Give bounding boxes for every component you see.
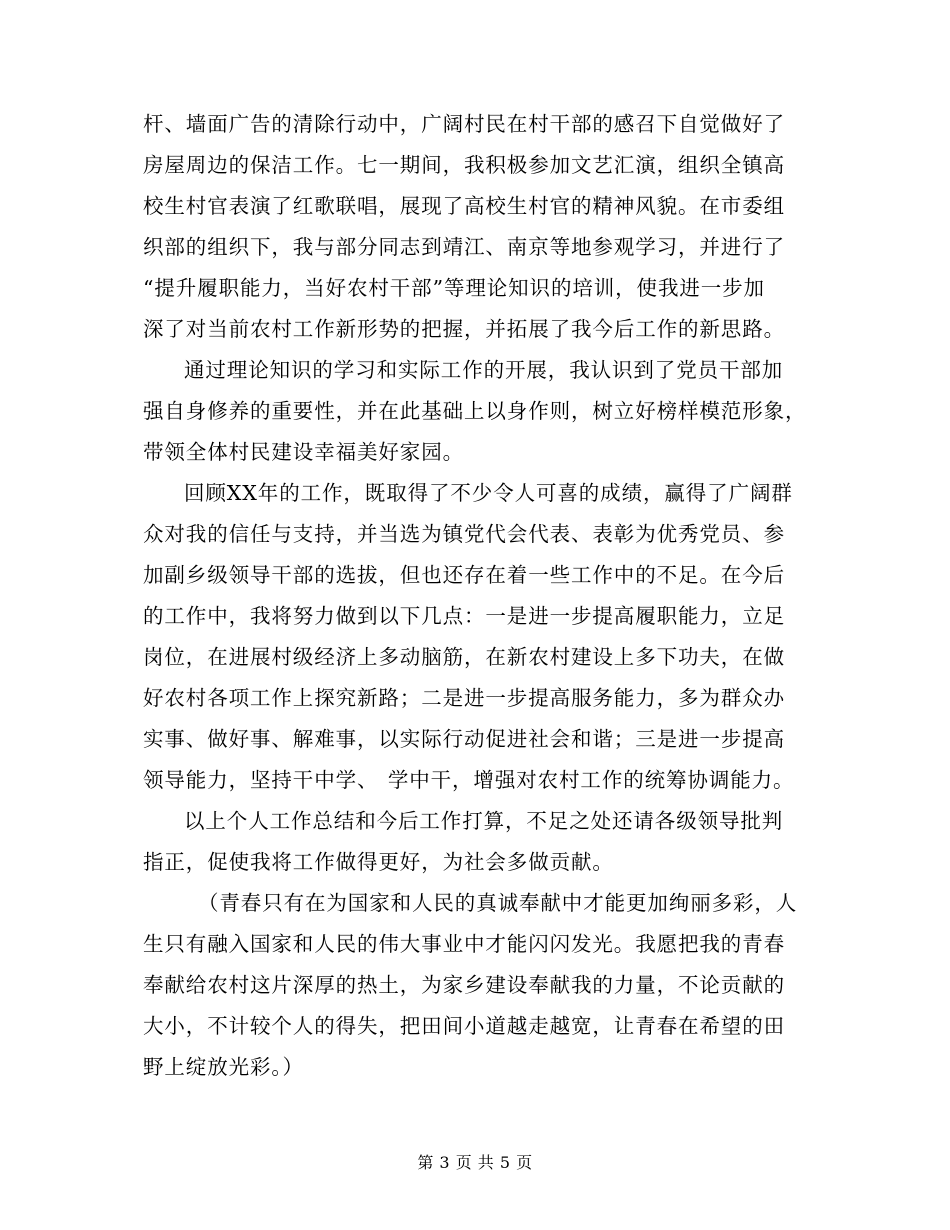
paragraph [143,801,803,883]
paragraph [143,473,803,801]
text-line: 加副乡级领导干部的选拔，但也还存在着一些工作中的不足。在今后 [143,563,785,587]
paragraph [143,883,803,1088]
text-line: 指正，促使我将工作做得更好，为社会多做贡献。 [143,850,614,874]
text-line: “提升履职能力，当好农村干部”等理论知识的培训，使我进一步加 [143,276,765,300]
text-line: 织部的组织下，我与部分同志到靖江、南京等地参观学习，并进行了 [143,235,785,259]
text-line: 领导能力，坚持干中学、 学中干，增强对农村工作的统筹协调能力。 [143,768,795,792]
text-line: 回顾XX年的工作，既取得了不少令人可喜的成绩，赢得了广阔群 [184,481,793,505]
document-body [143,104,807,1088]
text-line: 强自身修养的重要性，并在此基础上以身作则，树立好榜样模范形象， [143,399,807,423]
text-line: 岗位，在进展村级经济上多动脑筋，在新农村建设上多下功夫，在做 [143,645,785,669]
text-line: 深了对当前农村工作新形势的把握，并拓展了我今后工作的新思路。 [143,317,785,341]
text-line: 众对我的信任与支持，并当选为镇党代会代表、表彰为优秀党员、参 [143,522,785,546]
text-line: 好农村各项工作上探究新路；二是进一步提高服务能力，多为群众办 [143,686,785,710]
paragraph [143,350,807,473]
paragraph [143,104,803,350]
text-line: 以上个人工作总结和今后工作打算，不足之处还请各级领导批判 [184,809,784,833]
text-line: 大小，不计较个人的得失，把田间小道越走越宽，让青春在希望的田 [143,1014,785,1038]
text-line: 带领全体村民建设幸福美好家园。 [143,440,464,464]
text-line: 生只有融入国家和人民的伟大事业中才能闪闪发光。我愿把我的青春 [143,932,785,956]
text-line: 杆、墙面广告的清除行动中，广阔村民在村干部的感召下自觉做好了 [143,112,785,136]
text-line: 的工作中，我将努力做到以下几点：一是进一步提高履职能力，立足 [143,604,785,628]
text-line: （青春只有在为国家和人民的真诚奉献中才能更加绚丽多彩，人 [198,891,798,915]
text-line: 房屋周边的保洁工作。七一期间，我积极参加文艺汇演，组织全镇高 [143,153,785,177]
text-line: 野上绽放光彩。） [143,1055,304,1079]
text-line: 校生村官表演了红歌联唱，展现了高校生村官的精神风貌。在市委组 [143,194,785,218]
text-line: 通过理论知识的学习和实际工作的开展，我认识到了党员干部加 [184,358,784,382]
text-line: 实事、做好事、解难事，以实际行动促进社会和谐；三是进一步提高 [143,727,785,751]
text-line: 奉献给农村这片深厚的热土，为家乡建设奉献我的力量，不论贡献的 [143,973,785,997]
page-number-footer: 第 3 页 共 5 页 [417,1153,533,1172]
